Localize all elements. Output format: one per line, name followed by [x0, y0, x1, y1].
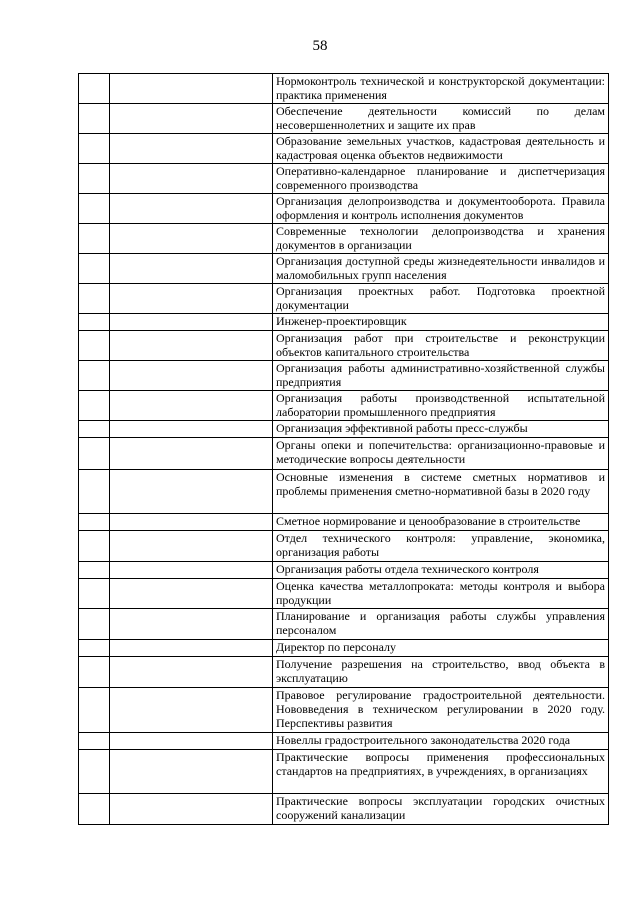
category-cell — [110, 608, 273, 639]
row-number-cell — [79, 330, 110, 360]
row-number-cell — [79, 732, 110, 749]
category-cell — [110, 313, 273, 330]
course-title-cell: Основные изменения в системе сметных нормативов и проблемы применения сметно-нормативной базы в 2020 году — [273, 469, 609, 513]
table-row — [79, 74, 609, 104]
course-title-cell: Практические вопросы эксплуатации городских очистных сооружений канализации — [273, 793, 609, 824]
course-title-cell: Инженер-проектировщик — [273, 313, 609, 330]
course-title-cell: Организация работы отдела технического контроля — [273, 561, 609, 578]
category-cell — [110, 749, 273, 793]
category-cell — [110, 530, 273, 561]
page-number: 58 — [312, 38, 328, 54]
table-row — [79, 193, 609, 223]
course-title-cell: Получение разрешения на строительство, ввод объекта в эксплуатацию — [273, 656, 609, 687]
category-cell — [110, 656, 273, 687]
course-title-cell: Организация эффективной работы пресс-службы — [273, 420, 609, 437]
course-title-cell: Организация доступной среды жизнедеятельности инвалидов и маломобильных групп населения — [273, 253, 609, 283]
row-number-cell — [79, 639, 110, 656]
row-number-cell — [79, 578, 110, 608]
row-number-cell — [79, 437, 110, 469]
row-number-cell — [79, 163, 110, 193]
row-number-cell — [79, 360, 110, 390]
category-cell — [110, 103, 273, 133]
course-title-cell: Директор по персоналу — [273, 639, 609, 656]
row-number-cell — [79, 103, 110, 133]
row-number-cell — [79, 687, 110, 732]
category-cell — [110, 437, 273, 469]
course-title-cell: Современные технологии делопроизводства и хранения документов в организации — [273, 223, 609, 253]
course-title-cell: Организация делопроизводства и документооборота. Правила оформления и контроль исполнения документов — [273, 193, 609, 223]
category-cell — [110, 578, 273, 608]
table-row — [79, 513, 609, 530]
course-title-cell: Организация работы производственной испытательной лаборатории промышленного предприятия — [273, 390, 609, 420]
course-title-cell: Отдел технического контроля: управление, экономика, организация работы — [273, 530, 609, 561]
row-number-cell — [79, 469, 110, 513]
table-row — [79, 578, 609, 608]
row-number-cell — [79, 793, 110, 824]
table-row — [79, 687, 609, 732]
course-title-cell: Оперативно-календарное планирование и диспетчеризация современного производства — [273, 163, 609, 193]
course-title-cell: Организация работ при строительстве и реконструкции объектов капитального строительства — [273, 330, 609, 360]
table-row — [79, 732, 609, 749]
table-body — [79, 74, 609, 825]
course-title-cell: Оценка качества металлопроката: методы контроля и выбора продукции — [273, 578, 609, 608]
table-row — [79, 253, 609, 283]
table-row — [79, 469, 609, 513]
table-row — [79, 561, 609, 578]
row-number-cell — [79, 513, 110, 530]
table-row — [79, 749, 609, 793]
course-title-cell: Обеспечение деятельности комиссий по делам несовершеннолетних и защите их прав — [273, 103, 609, 133]
table-row — [79, 360, 609, 390]
category-cell — [110, 283, 273, 313]
table-row — [79, 390, 609, 420]
category-cell — [110, 420, 273, 437]
category-cell — [110, 732, 273, 749]
row-number-cell — [79, 133, 110, 163]
category-cell — [110, 133, 273, 163]
category-cell — [110, 687, 273, 732]
category-cell — [110, 513, 273, 530]
course-title-cell: Сметное нормирование и ценообразование в строительстве — [273, 513, 609, 530]
row-number-cell — [79, 313, 110, 330]
row-number-cell — [79, 530, 110, 561]
table-row — [79, 530, 609, 561]
row-number-cell — [79, 608, 110, 639]
table-row — [79, 793, 609, 824]
row-number-cell — [79, 749, 110, 793]
course-title-cell: Правовое регулирование градостроительной деятельности. Нововведения в техническом регулировании в 2020 году. Перспективы развития — [273, 687, 609, 732]
category-cell — [110, 360, 273, 390]
category-cell — [110, 193, 273, 223]
row-number-cell — [79, 656, 110, 687]
course-title-cell: Организация работы административно-хозяйственной службы предприятия — [273, 360, 609, 390]
course-title-cell: Нормоконтроль технической и конструкторской документации: практика применения — [273, 74, 609, 104]
category-cell — [110, 163, 273, 193]
table-row — [79, 656, 609, 687]
row-number-cell — [79, 390, 110, 420]
table-row — [79, 223, 609, 253]
course-title-cell: Организация проектных работ. Подготовка проектной документации — [273, 283, 609, 313]
table-row — [79, 283, 609, 313]
category-cell — [110, 74, 273, 104]
course-title-cell: Практические вопросы применения профессиональных стандартов на предприятиях, в учреждениях, в организациях — [273, 749, 609, 793]
table-row — [79, 608, 609, 639]
row-number-cell — [79, 283, 110, 313]
course-title-cell: Планирование и организация работы службы управления персоналом — [273, 608, 609, 639]
course-title-cell: Образование земельных участков, кадастровая деятельность и кадастровая оценка объектов недвижимости — [273, 133, 609, 163]
table-row — [79, 437, 609, 469]
category-cell — [110, 223, 273, 253]
table-row — [79, 420, 609, 437]
course-table — [78, 73, 609, 825]
row-number-cell — [79, 561, 110, 578]
category-cell — [110, 561, 273, 578]
row-number-cell — [79, 193, 110, 223]
category-cell — [110, 390, 273, 420]
course-title-cell: Органы опеки и попечительства: организационно-правовые и методические вопросы деятельности — [273, 437, 609, 469]
table-row — [79, 133, 609, 163]
row-number-cell — [79, 420, 110, 437]
table-row — [79, 313, 609, 330]
row-number-cell — [79, 74, 110, 104]
table-row — [79, 163, 609, 193]
category-cell — [110, 469, 273, 513]
course-title-cell: Новеллы градостроительного законодательства 2020 года — [273, 732, 609, 749]
category-cell — [110, 253, 273, 283]
table-row — [79, 330, 609, 360]
category-cell — [110, 793, 273, 824]
row-number-cell — [79, 253, 110, 283]
category-cell — [110, 639, 273, 656]
table-row — [79, 639, 609, 656]
row-number-cell — [79, 223, 110, 253]
category-cell — [110, 330, 273, 360]
table-row — [79, 103, 609, 133]
